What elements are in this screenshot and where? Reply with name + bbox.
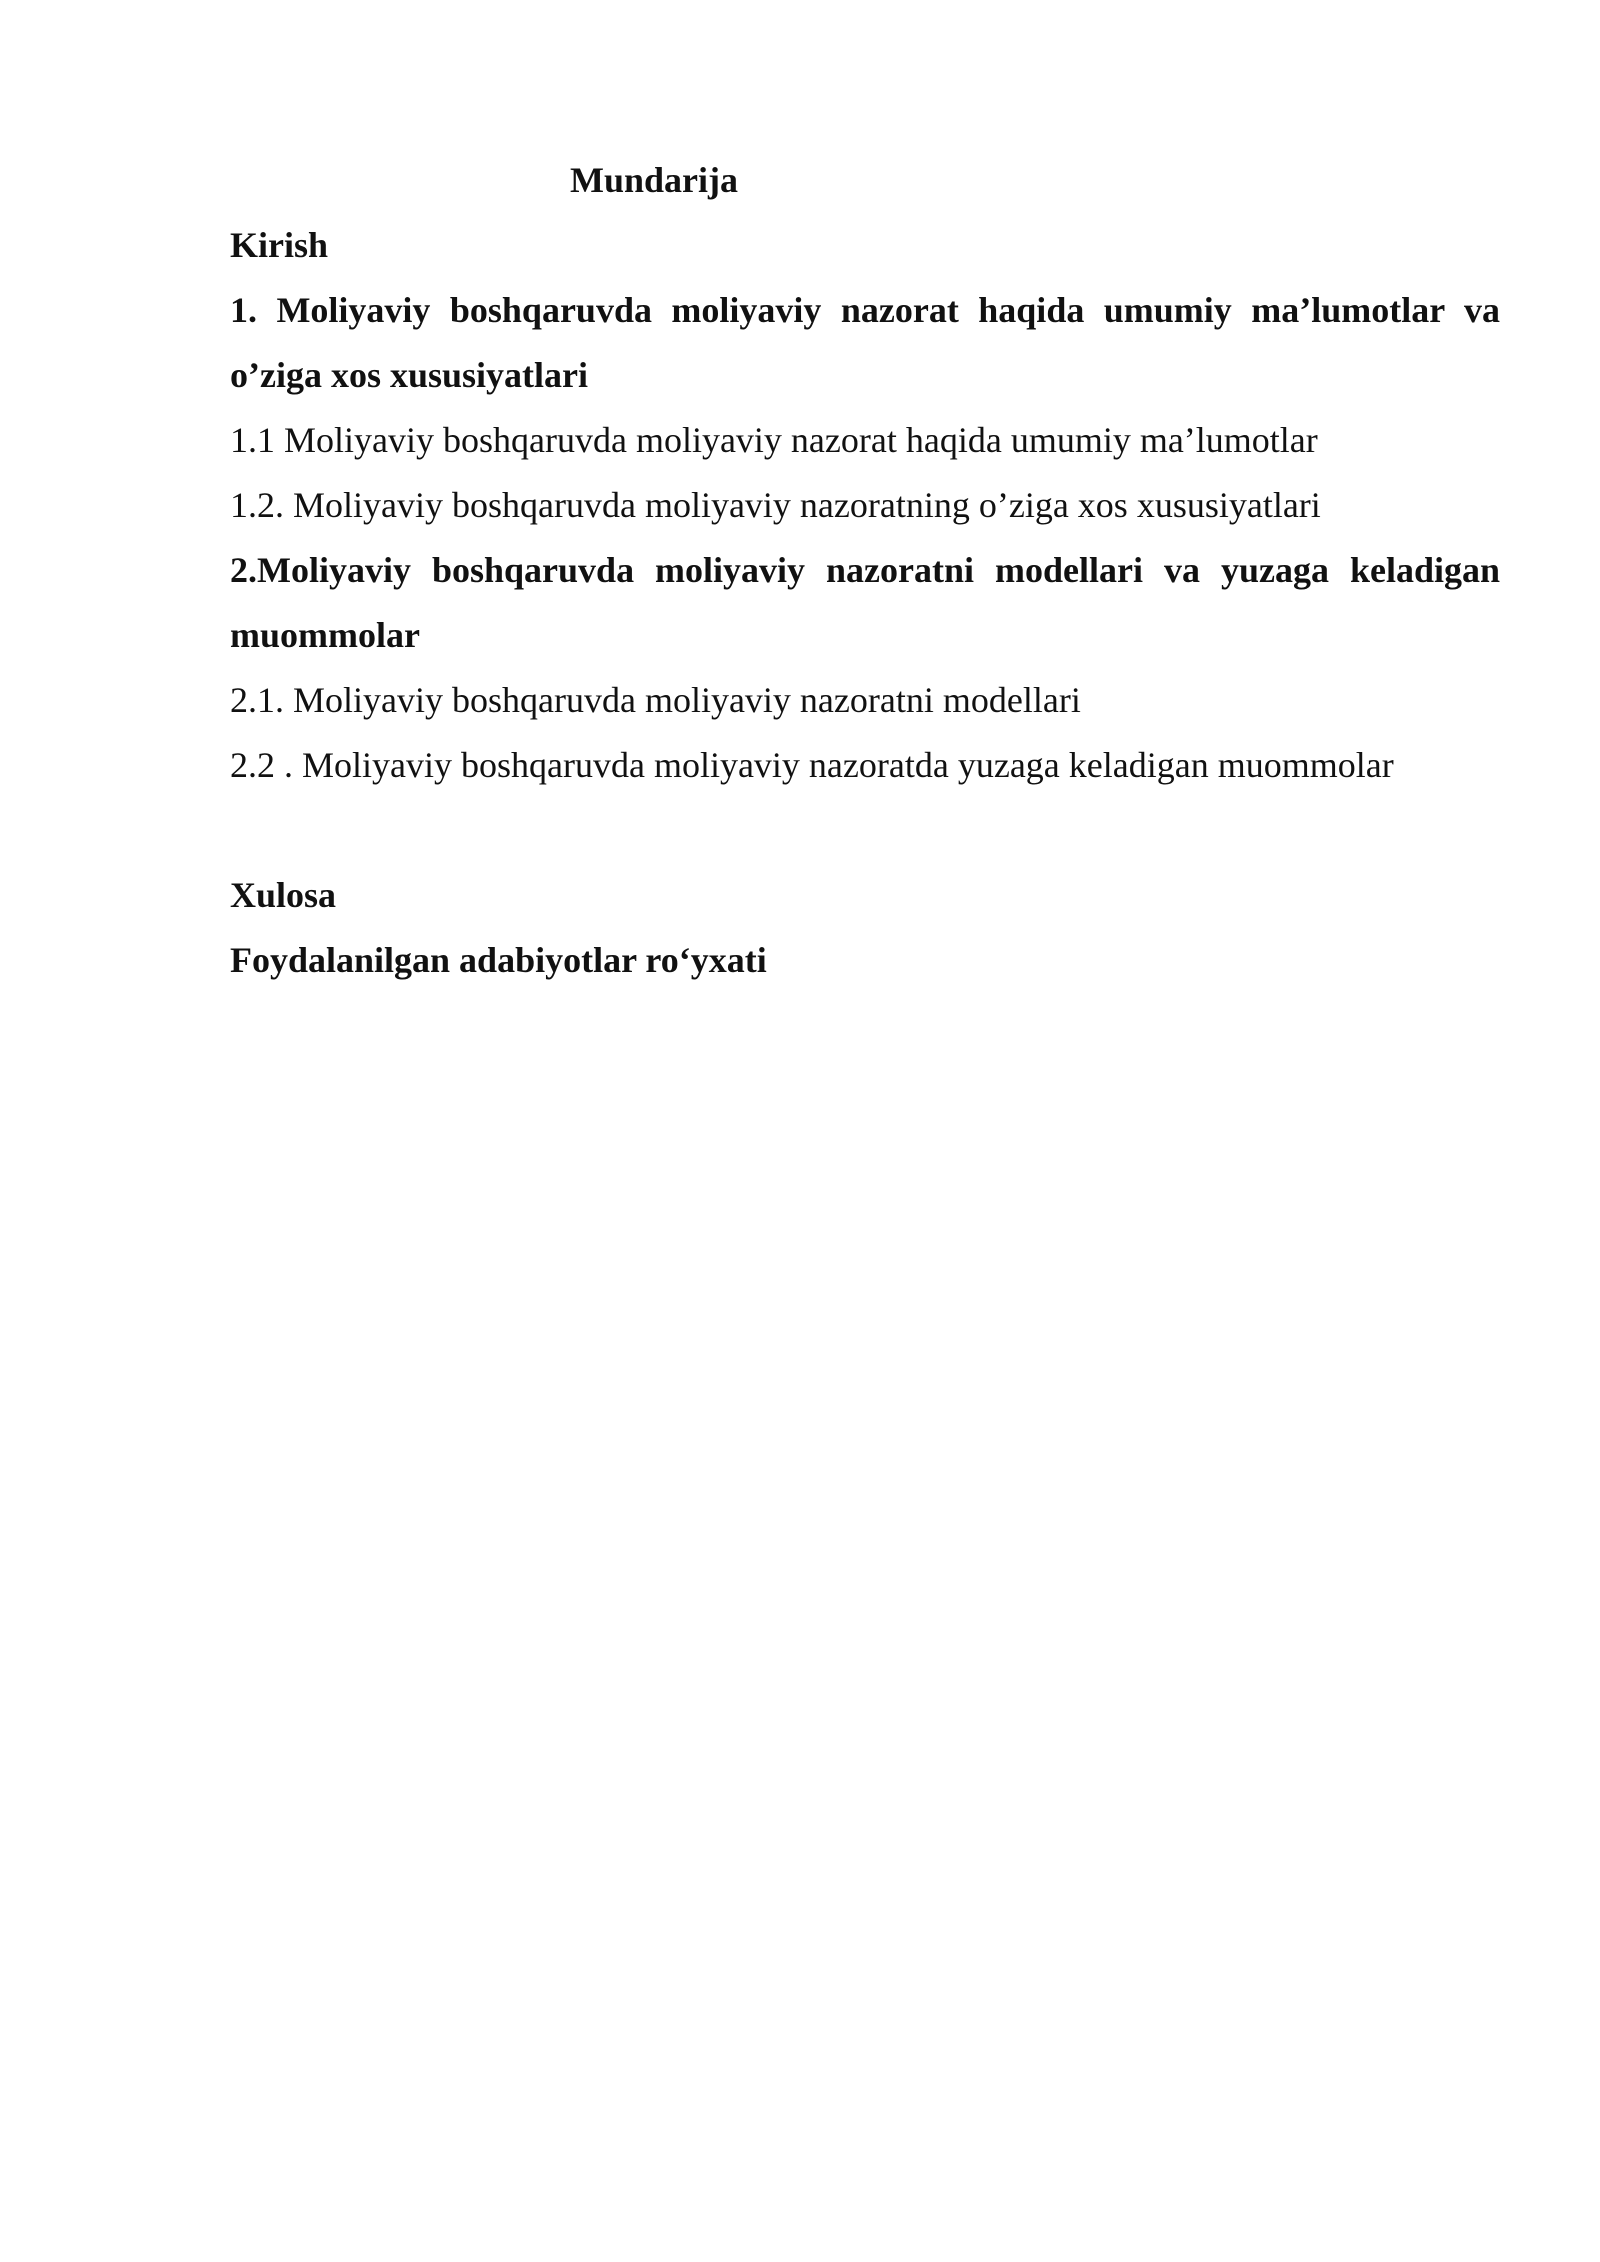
table-of-contents [230, 148, 1500, 993]
toc-entry-chapter-1-line-2: o’ziga xos xususiyatlari [230, 355, 589, 395]
toc-title: Mundarija [570, 160, 739, 200]
toc-entry-chapter-2-line-2: muommolar [230, 615, 420, 655]
toc-entry-chapter-1-line-1: 1. Moliyaviy boshqaruvda moliyaviy nazorat haqida umumiy ma’lumotlar va [230, 290, 1500, 330]
toc-entry-section-1-2: 1.2. Moliyaviy boshqaruvda moliyaviy nazoratning o’ziga xos xususiyatlari [230, 485, 1321, 525]
spacer [230, 798, 1500, 863]
toc-entry-chapter-2-line-1: 2.Moliyaviy boshqaruvda moliyaviy nazoratni modellari va yuzaga keladigan [230, 550, 1500, 590]
toc-entry-introduction: Kirish [230, 225, 329, 265]
toc-entry-section-2-1: 2.1. Moliyaviy boshqaruvda moliyaviy nazoratni modellari [230, 680, 1081, 720]
toc-entry-section-1-1: 1.1 Moliyaviy boshqaruvda moliyaviy nazorat haqida umumiy ma’lumotlar [230, 420, 1318, 460]
toc-entry-section-2-2: 2.2 . Moliyaviy boshqaruvda moliyaviy nazoratda yuzaga keladigan muommolar [230, 745, 1394, 785]
toc-entry-references: Foydalanilgan adabiyotlar ro‘yxati [230, 940, 767, 980]
toc-entry-conclusion: Xulosa [230, 875, 337, 915]
